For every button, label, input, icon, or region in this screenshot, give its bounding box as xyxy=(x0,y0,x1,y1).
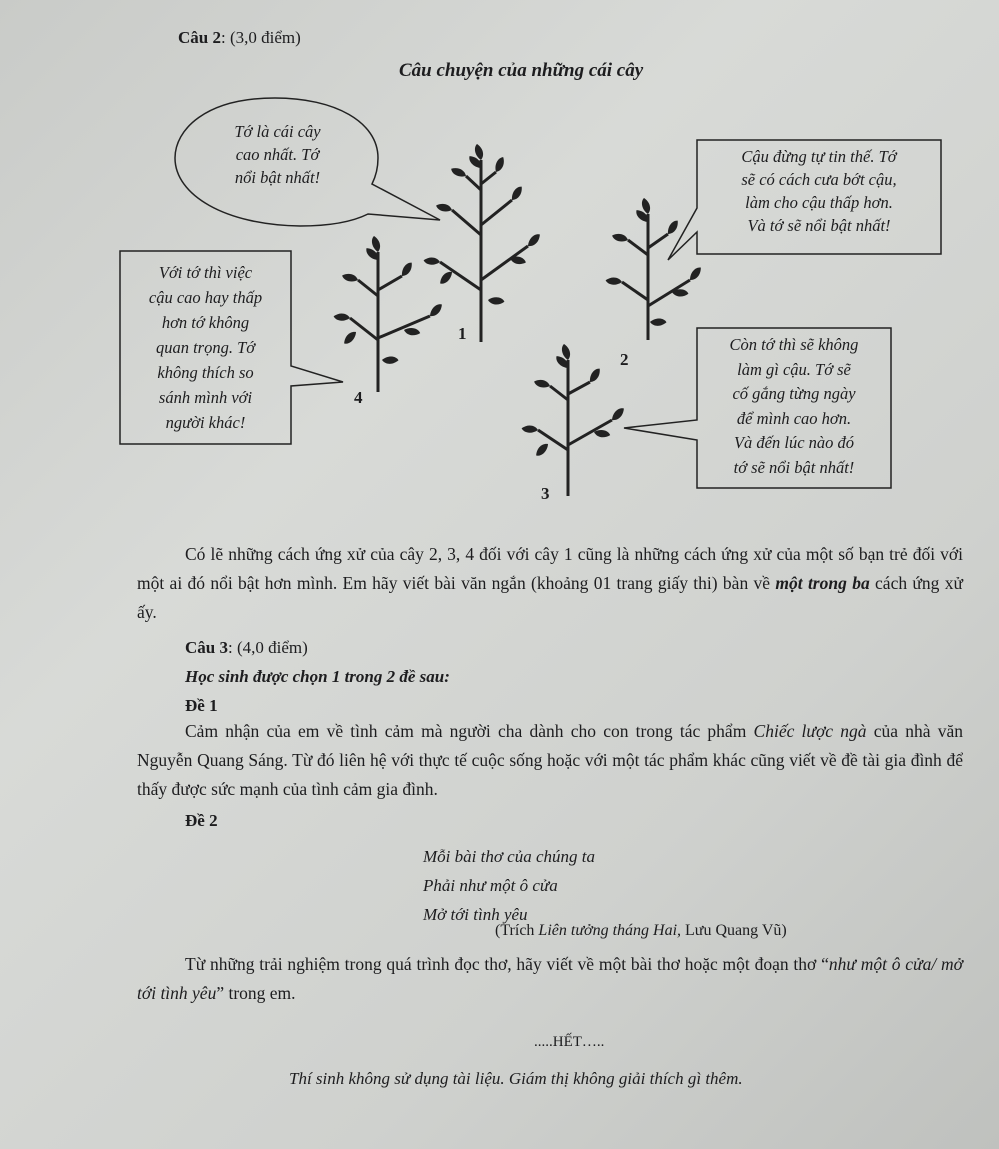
bubble-line: Và đến lúc nào đó xyxy=(733,433,855,452)
bubble-line: cố gắng từng ngày xyxy=(732,384,856,403)
de2-quote: như một ô cửa/ mở tới tình yêu xyxy=(137,954,963,1003)
cau2-points: : (3,0 điểm) xyxy=(220,28,301,47)
cau3-points: : (4,0 điểm) xyxy=(227,638,308,657)
tree-number-4: 4 xyxy=(354,388,363,407)
citation-author: Lưu Quang Vũ) xyxy=(681,922,787,939)
de1-label: Đề 1 xyxy=(185,696,218,715)
bubble-tree1-text xyxy=(195,120,360,189)
cau3-label: Câu 3 xyxy=(185,638,228,657)
bubble-line: tớ sẽ nổi bật nhất! xyxy=(733,457,855,477)
poem-line: Phải như một ô cửa xyxy=(423,876,558,895)
poem-line: Mở tới tình yêu xyxy=(423,905,528,924)
bubble-line: không thích so xyxy=(157,363,254,382)
bubble-tree3-text xyxy=(700,333,888,480)
bubble-line: sẽ có cách cưa bớt cậu, xyxy=(741,170,897,189)
exam-note: Thí sinh không sử dụng tài liệu. Giám thị không giải thích gì thêm. xyxy=(289,1069,743,1088)
tree-1-leaves xyxy=(423,144,543,307)
tree-2-leaves xyxy=(605,198,704,328)
de2-text-part2: ” trong em. xyxy=(216,983,296,1003)
bubble-line: để mình cao hơn. xyxy=(736,408,852,428)
bubble-line: nổi bật nhất! xyxy=(234,168,321,187)
bubble-line: Cậu đừng tự tin thế. Tớ xyxy=(741,147,897,166)
poem-citation xyxy=(495,922,787,940)
bubble-line: quan trọng. Tớ xyxy=(155,338,256,357)
bubble-line: cậu cao hay thấp xyxy=(148,288,263,307)
poem-line: Mỗi bài thơ của chúng ta xyxy=(423,847,595,866)
bubble-line: cao nhất. Tớ xyxy=(235,145,320,164)
bubble-line: Tớ là cái cây xyxy=(234,122,321,141)
bubble-line: làm cho cậu thấp hơn. xyxy=(745,193,893,212)
tree-number-1: 1 xyxy=(458,324,467,343)
tree-4 xyxy=(350,252,430,392)
tree-number-3: 3 xyxy=(541,484,550,503)
citation-prefix: (Trích xyxy=(495,922,539,939)
bubble-line: làm gì cậu. Tớ sẽ xyxy=(737,359,851,379)
poem xyxy=(423,842,595,929)
cau2-prompt-text: Có lẽ những cách ứng xử của cây 2, 3, 4 đối với cây 1 cũng là những cách ứng xử của một số bạn trẻ đối với một ai đó nổi bật hơn mình. Em hãy viết bài văn ngắn (khoảng 01 trang giấy thi) bàn về xyxy=(137,544,963,593)
de1-text-part2: của nhà văn Nguyễn Quang Sáng. Từ đó liên hệ với thực tế cuộc sống hoặc với một tác phẩm khác cũng viết về đề tài gia đình để thấy được sức mạnh của tình cảm gia đình. xyxy=(137,721,963,799)
cau3-heading xyxy=(185,638,308,658)
de1-text-part1: Cảm nhận của em về tình cảm mà người cha dành cho con trong tác phẩm xyxy=(185,721,754,741)
de1-text xyxy=(137,717,963,804)
cau2-label: Câu 2 xyxy=(178,28,221,47)
cau2-prompt-end: cách ứng xử ấy. xyxy=(137,573,963,622)
tree-3 xyxy=(538,360,612,496)
cau2-prompt xyxy=(137,540,963,627)
bubble-tree4-text xyxy=(123,260,288,435)
bubble-line: sánh mình với xyxy=(158,388,253,407)
bubble-line: hơn tớ không xyxy=(161,313,250,332)
citation-work: Liên tưởng tháng Hai, xyxy=(538,922,682,939)
tree-1 xyxy=(440,160,528,342)
bubble-line: người khác! xyxy=(165,413,246,432)
cau2-prompt-emphasis: một trong ba xyxy=(775,573,870,593)
de2-text xyxy=(137,950,963,1008)
cau2-heading xyxy=(178,28,301,48)
de2-label: Đề 2 xyxy=(185,811,218,830)
de1-work-title: Chiếc lược ngà xyxy=(753,721,867,741)
bubble-line: Còn tớ thì sẽ không xyxy=(729,335,859,354)
bubble-tree2-text xyxy=(700,145,938,237)
story-title: Câu chuyện của những cái cây xyxy=(399,60,644,81)
bubble-line: Và tớ sẽ nổi bật nhất! xyxy=(747,216,891,235)
cau3-instruction: Học sinh được chọn 1 trong 2 đề sau: xyxy=(185,667,450,686)
de2-text-part1: Từ những trải nghiệm trong quá trình đọc thơ, hãy viết về một bài thơ hoặc một đoạn thơ “ xyxy=(185,954,829,974)
tree-4-leaves xyxy=(333,236,445,366)
tree-number-2: 2 xyxy=(620,350,629,369)
bubble-line: Với tớ thì việc xyxy=(158,263,253,282)
end-marker: .....HẾT….. xyxy=(534,1034,605,1050)
